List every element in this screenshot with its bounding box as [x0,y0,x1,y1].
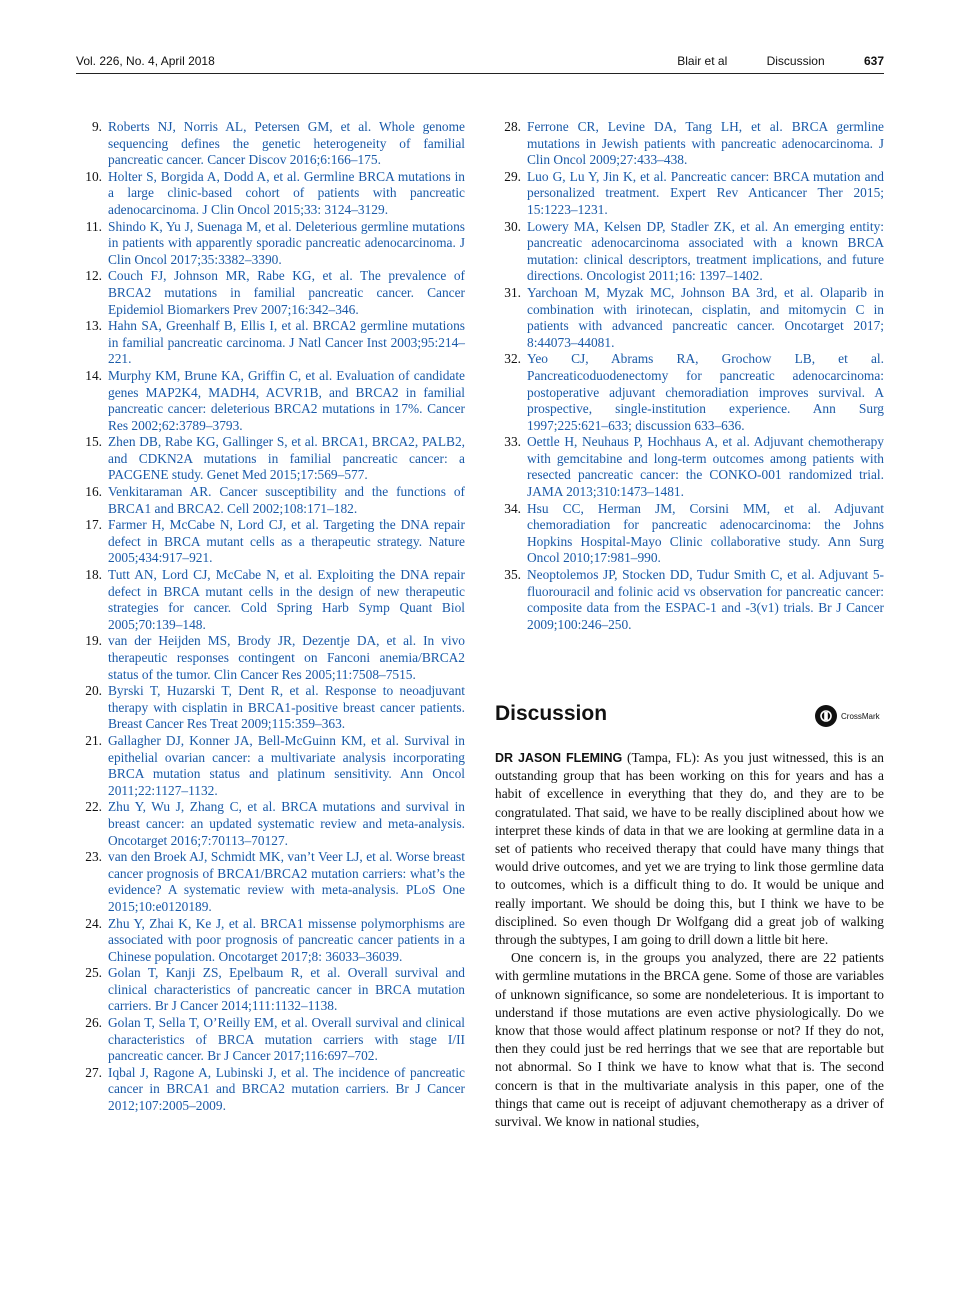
reference-text[interactable]: Yeo CJ, Abrams RA, Grochow LB, et al. Pancreaticoduodenectomy for pancreatic adenocarcinoma: postoperative adjuvant chemoradiation improves survival. A prospective, single-institution experience. Ann Surg 1997;225:621–633; discussion 633–636. [527,351,884,433]
reference-number: 24. [85,915,102,931]
reference-item[interactable] [76,219,465,269]
reference-item[interactable] [76,1015,465,1065]
reference-item[interactable] [495,434,884,500]
reference-item[interactable] [76,1065,465,1115]
header-section: Discussion [766,54,825,68]
reference-item[interactable] [495,169,884,219]
reference-number: 27. [85,1064,102,1080]
reference-text[interactable]: Neoptolemos JP, Stocken DD, Tudur Smith C, et al. Adjuvant 5-fluorouracil and folinic acid vs observation for pancreatic cancer: composite data from the ESPAC-1 and -3(v1) trials. Br J Cancer 2009;100:246–250. [527,567,884,632]
reference-text[interactable]: Tutt AN, Lord CJ, McCabe N, et al. Exploiting the DNA repair defect in BRCA mutant cells in the design of new therapeutic strategies for cancer. Cold Spring Harb Symp Quant Biol 2005;70:139–148. [108,567,465,632]
reference-number: 9. [91,119,102,134]
reference-item[interactable] [76,633,465,683]
reference-text[interactable]: Zhu Y, Zhai K, Ke J, et al. BRCA1 missense polymorphisms are associated with poor prognosis of pancreatic cancer patients in a Chinese population. Oncotarget 2017;8: 36033–36039. [108,915,465,964]
reference-item[interactable] [76,799,465,849]
reference-text[interactable]: van der Heijden MS, Brody JR, Dezentje DA, et al. In vivo therapeutic responses contingent on Fanconi anemia/BRCA2 status of the tumor. Clin Cancer Res 2005;11:7508–7515. [108,633,465,682]
discussion-paragraph-2: One concern is, in the groups you analyzed, there are 22 patients with germline mutations in the BRCA gene. Some of those are variables of unknown significance, so some are nondeleterious. It is important to understand if those mutations are even active physiologically. Do we know that those would affect platinum response or not? If they do not, then they could just be red herrings that we see that are reportable but not abnormal. So I think we have to know what that is. The second concern is that in the multivariate analysis in this paper, one of the things that came out is receipt of adjuvant chemotherapy as a driver of survival. We know in national studies, [495,950,884,1130]
reference-item[interactable] [495,351,884,434]
reference-text[interactable]: Oettle H, Neuhaus P, Hochhaus A, et al. Adjuvant chemotherapy with gemcitabine and long-term outcomes among patients with resected pancreatic cancer: the CONKO-001 randomized trial. JAMA 2013;310:1473–1481. [527,434,884,500]
journal-volume: Vol. 226, No. 4, April 2018 [76,54,215,68]
reference-item[interactable] [76,169,465,219]
reference-item[interactable] [76,567,465,633]
reference-text[interactable]: Yarchoan M, Myzak MC, Johnson BA 3rd, et al. Olaparib in combination with irinotecan, cisplatin, and mitomycin C in patients with advanced pancreatic cancer. Oncotarget 2017; 8:44073–44081. [527,284,884,350]
header-right [641,54,884,68]
reference-number: 26. [85,1015,102,1031]
reference-text[interactable]: Gallagher DJ, Konner JA, Bell-McGuinn KM, et al. Survival in epithelial ovarian cancer: a multivariate analysis incorporating BRCA mutation status and platinum sensitivity. Ann Oncol 2011;22:1127–1132. [108,732,465,798]
reference-item[interactable] [495,567,884,633]
reference-number: 12. [85,268,102,284]
reference-number: 17. [85,517,102,533]
reference-item[interactable] [495,119,884,169]
reference-item[interactable] [76,683,465,733]
reference-text[interactable]: Golan T, Sella T, O’Reilly EM, et al. Overall survival and clinical characteristics of BRCA mutation carriers with stage I/II pancreatic cancer. Br J Cancer 2017;116:697–702. [108,1015,465,1064]
reference-text[interactable]: Golan T, Kanji ZS, Epelbaum R, et al. Overall survival and clinical characteristics of pancreatic cancer in BRCA mutation carriers. Br J Cancer 2014;111:1132–1138. [108,965,465,1014]
reference-text[interactable]: Luo G, Lu Y, Jin K, et al. Pancreatic cancer: BRCA mutation and personalized treatment. Expert Rev Anticancer Ther 2015; 15:1223–1231. [527,168,884,217]
reference-text[interactable]: Lowery MA, Kelsen DP, Stadler ZK, et al. An emerging entity: pancreatic adenocarcinoma associated with a known BRCA mutation: clinical descriptors, treatment implications, and future directions. Oncologist 2011;16: 1397–1402. [527,218,884,284]
header-rule [76,73,884,74]
reference-text[interactable]: Shindo K, Yu J, Suenaga M, et al. Deleterious germline mutations in patients with apparently sporadic pancreatic adenocarcinoma. J Clin Oncol 2017;35:3382–3390. [108,218,465,267]
speaker-name: DR JASON FLEMING [495,751,623,765]
reference-text[interactable]: Couch FJ, Johnson MR, Rabe KG, et al. The prevalence of BRCA2 mutations in familial pancreatic cancer. Cancer Epidemiol Biomarkers Prev 2007;16:342–346. [108,268,465,317]
reference-item[interactable] [76,268,465,318]
reference-number: 32. [504,351,521,367]
reference-item[interactable] [76,368,465,434]
speaker-location: (Tampa, FL): [622,750,704,765]
reference-text[interactable]: Hsu CC, Herman JM, Corsini MM, et al. Adjuvant chemoradiation for pancreatic adenocarcinoma: the Johns Hopkins Hospital-Mayo Clinic collaborative study. Ann Surg Oncol 2010;17:981–990. [527,500,884,566]
reference-number: 19. [85,633,102,649]
reference-number: 21. [85,732,102,748]
reference-number: 23. [85,849,102,865]
references-left-column [76,119,465,1115]
reference-item[interactable] [76,434,465,484]
reference-item[interactable] [495,285,884,351]
reference-number: 18. [85,567,102,583]
reference-number: 22. [85,799,102,815]
reference-text[interactable]: van den Broek AJ, Schmidt MK, van’t Veer LJ, et al. Worse breast cancer prognosis of BRCA1/BRCA2 mutation carriers: what’s the evidence? A systematic review with meta-analysis. PLoS One 2015;10:e0120189. [108,849,465,914]
reference-text[interactable]: Zhu Y, Wu J, Zhang C, et al. BRCA mutations and survival in breast cancer: an updated systematic review and meta-analysis. Oncotarget 2016;7:70113–70127. [108,799,465,848]
reference-number: 14. [85,367,102,383]
reference-number: 11. [85,218,102,234]
reference-number: 25. [85,965,102,981]
reference-number: 30. [504,218,521,234]
reference-text[interactable]: Holter S, Borgida A, Dodd A, et al. Germline BRCA mutations in a large clinic-based cohort of patients with pancreatic adenocarcinoma. J Clin Oncol 2015;33: 3124–3129. [108,168,465,217]
reference-item[interactable] [76,517,465,567]
reference-text[interactable]: Ferrone CR, Levine DA, Tang LH, et al. BRCA germline mutations in Jewish patients with pancreatic adenocarcinoma. J Clin Oncol 2009;27:433–438. [527,119,884,168]
running-header [76,54,884,72]
reference-item[interactable] [76,318,465,368]
reference-number: 20. [85,683,102,699]
reference-item[interactable] [76,733,465,799]
header-authors: Blair et al [677,54,728,68]
reference-number: 35. [504,567,521,583]
reference-text[interactable]: Byrski T, Huzarski T, Dent R, et al. Response to neoadjuvant therapy with cisplatin in BRCA1-positive breast cancer patients. Breast Cancer Res Treat 2009;115:359–363. [108,683,465,732]
reference-item[interactable] [495,219,884,285]
crossmark-badge[interactable] [815,705,880,727]
reference-item[interactable] [76,484,465,517]
reference-text[interactable]: Roberts NJ, Norris AL, Petersen GM, et al. Whole genome sequencing defines the genetic heterogeneity of familial pancreatic cancer. Cancer Discov 2016;6:166–175. [108,119,465,168]
references-right-column [495,119,884,633]
discussion-body [495,749,884,1131]
reference-item[interactable] [76,119,465,169]
reference-item[interactable] [76,916,465,966]
reference-number: 29. [504,168,521,184]
reference-text[interactable]: Venkitaraman AR. Cancer susceptibility and the functions of BRCA1 and BRCA2. Cell 2002;108:171–182. [108,484,465,516]
reference-text[interactable]: Hahn SA, Greenhalf B, Ellis I, et al. BRCA2 germline mutations in familial pancreatic carcinoma. J Natl Cancer Inst 2003;95:214–221. [108,318,465,367]
reference-text[interactable]: Zhen DB, Rabe KG, Gallinger S, et al. BRCA1, BRCA2, PALB2, and CDKN2A mutations in familial pancreatic cancer: a PACGENE study. Genet Med 2015;17:569–577. [108,434,465,483]
paragraph-1-text: As you just witnessed, this is an outstanding group that has been working on this for years and has a habit of excellence in everything that they do, and they are to be congratulated. That said, we have to be really disciplined about how we interpret these kinds of data in that we are looking at germline data in a set of patients who received therapy that could have many things that would drive outcomes, and yet we are trying to link those germline data to outcomes, which is a difficult thing to do. It would be unique and really important. We should be doing this, but I think we have to be disciplined. So even though Dr Wolfgang did a great job of walking through the subtypes, I am going to drill down a little bit here. [495,750,884,948]
reference-item[interactable] [495,501,884,567]
reference-number: 10. [85,168,102,184]
reference-number: 16. [85,484,102,500]
discussion-paragraph-1 [495,749,884,949]
reference-text[interactable]: Farmer H, McCabe N, Lord CJ, et al. Targeting the DNA repair defect in BRCA mutant cells as a therapeutic strategy. Nature 2005;434:917–921. [108,517,465,566]
reference-text[interactable]: Murphy KM, Brune KA, Griffin C, et al. Evaluation of candidate genes MAP2K4, MADH4, ACVR1B, and BRCA2 in familial pancreatic cancer: deleterious BRCA2 mutations in 17%. Cancer Res 2002;62:3789–3793. [108,367,465,433]
reference-number: 13. [85,318,102,334]
reference-item[interactable] [76,849,465,915]
reference-item[interactable] [76,965,465,1015]
reference-text[interactable]: Iqbal J, Ragone A, Lubinski J, et al. The incidence of pancreatic cancer in BRCA1 and BRCA2 mutation carriers. Br J Cancer 2012;107:2005–2009. [108,1064,465,1114]
discussion-heading: Discussion [495,702,608,725]
crossmark-label: CrossMark [841,711,880,721]
page-number: 637 [863,54,884,68]
crossmark-icon [815,705,837,727]
reference-number: 15. [85,434,102,450]
reference-number: 31. [504,284,521,300]
reference-number: 28. [504,119,521,134]
reference-number: 33. [504,434,521,450]
reference-number: 34. [504,500,521,516]
